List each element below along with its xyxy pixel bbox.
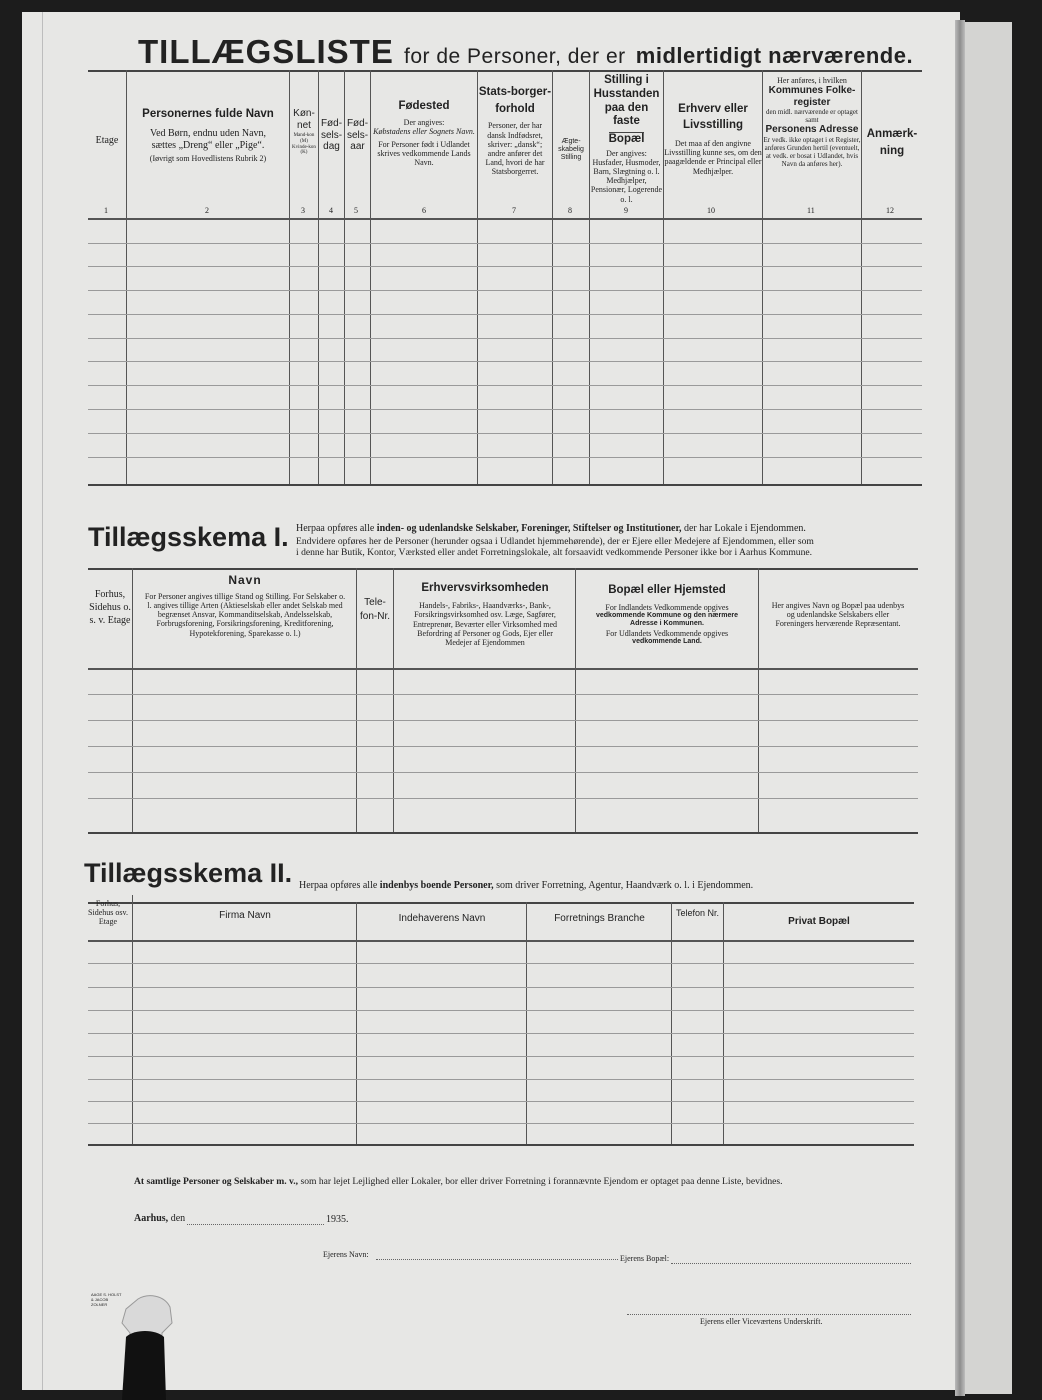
col-register-title2: Personens Adresse: [765, 124, 859, 136]
skema1-col-name-sub: For Personer angives tillige Stand og Stilling. For Selskaber o. l. angives tillige Arten (Aktieselskab eller andet Selskab med begrænset Ansvar, Kommanditselskab, Andelsselskab, Forbrugsforening, Forsikringsforening, Kreditforening, Hypotekforening, Sparekasse o. l.): [144, 591, 346, 638]
footer-statement: [134, 1176, 783, 1187]
title-bold: midlertidigt nærværende.: [635, 43, 914, 68]
col-citizenship-header: [478, 84, 552, 176]
col-etage-header: Etage: [95, 135, 119, 146]
skema2-col-phone: Telefon Nr.: [675, 908, 720, 918]
skema2-text-a: Herpaa opføres alle: [299, 880, 378, 891]
skema2-text-b: indenbys boende Personer,: [379, 880, 494, 891]
col-number: 6: [422, 206, 426, 215]
col-birthplace-header: [372, 100, 476, 167]
footer-place-line: [134, 1213, 185, 1224]
owner-name-field[interactable]: [376, 1259, 618, 1260]
skema2-col-branch: Forretnings Branche: [554, 913, 645, 924]
skema2-intro: [299, 880, 753, 893]
skema1-col-residence-sub3: For Udlandets Vedkommende opgives: [605, 628, 729, 638]
left-margin: [22, 12, 43, 1390]
col-register-sub0: den midl. nærværende er optaget samt: [766, 108, 858, 125]
col-number: 10: [707, 206, 715, 215]
col-birthday-header: Fød-sels-dag: [320, 118, 343, 152]
skema1-col-residence: [577, 584, 757, 646]
col-marital-header: Ægte-skabelig Stilling: [558, 138, 584, 162]
page-fold: [955, 20, 965, 1396]
footer-statement-b: som har lejet Lejlighed eller Lokaler, bor eller driver Forretning i forannævnte Ejendom er optaget paa denne Liste, bevidnes.: [300, 1176, 783, 1187]
col-name-sub1: Ved Børn, endnu uden Navn,: [149, 128, 267, 140]
skema1-col-business-title: Erhvervsvirksomheden: [421, 582, 549, 594]
col-household-sub1: Der angives: Husfader, Husmoder, Barn, Slægtning o. l. Medhjælper, Pensionær, Logerende o. l.: [590, 148, 663, 204]
skema2-col-etage: Forhus, Sidehus osv. Etage: [88, 899, 128, 927]
col-sex-header: [290, 108, 318, 156]
owner-address-label: Ejerens Bopæl:: [620, 1254, 670, 1263]
skema1-text3: i denne har Butik, Kontor, Værksted eller andet Forretningslokale, alt forsaavidt vedkommende Personer ikke bor i Aarhus Kommune.: [296, 547, 813, 559]
binding-clip: [112, 1293, 184, 1400]
page-title: [138, 33, 913, 71]
skema2-text-c: som driver Forretning, Agentur, Haandværk o. l. i Ejendommen.: [496, 880, 754, 891]
col-name-sub2: sættes „Dreng“ eller „Pige“.: [151, 139, 265, 151]
col-occupation-title: Erhverv eller Livsstilling: [678, 103, 748, 131]
col-number: 12: [886, 206, 894, 215]
col-birthplace-title: Fødested: [398, 100, 450, 112]
col-remarks-header: Anmærk-ning: [866, 128, 918, 158]
col-citizenship-title: Stats-borger-forhold: [478, 86, 552, 115]
skema1-title: Tillægsskema I.: [88, 522, 289, 552]
col-household-title: Stilling i Husstanden paa den faste: [593, 74, 660, 128]
col-number: 4: [329, 206, 333, 215]
signature-field[interactable]: [627, 1314, 911, 1315]
col-name-title: Personernes fulde Navn: [142, 108, 274, 120]
printer-mark: AAGE S. HOLST & JACOB ZOLNER: [91, 1292, 122, 1307]
skema1-col-residence-sub1: For Indlandets Vedkommende opgives: [605, 603, 729, 613]
col-citizenship-sub1: Personer, der har dansk Indfødsret, skriver: „dansk“; andre anfører det Land, hvori de har Statsborgerret.: [485, 121, 545, 177]
skema2-col-firm: Firma Navn: [219, 910, 271, 921]
date-field[interactable]: [187, 1224, 324, 1225]
col-occupation-header: [664, 102, 762, 176]
col-register-header: [763, 76, 861, 168]
col-number: 5: [354, 206, 358, 215]
title-main: TILLÆGSLISTE: [138, 33, 394, 70]
skema2-col-private: Privat Bopæl: [788, 916, 850, 927]
col-birthplace-sub2: Købstadens eller Sognets Navn.: [373, 127, 475, 137]
owner-name-label: Ejerens Navn:: [323, 1250, 369, 1259]
col-sex-sub2: Kvinde-kon (K): [292, 144, 316, 156]
skema1-text1b: inden- og udenlandske Selskaber, Foreninger, Stiftelser og Institutioner,: [376, 523, 682, 534]
skema1-col-business-sub: Handels-, Fabriks-, Haandværks-, Bank-, Forsikringsvirksomhed osv. Læge, Sagfører, Entreprenør, Beværter eller Virksomhed med Befordring af Personer og Gods, Ejer eller Medejer af Ejendommen: [412, 601, 558, 647]
skema1-text1c: der har Lokale i Ejendommen.: [683, 523, 806, 534]
skema1-col-business: [395, 582, 575, 647]
footer-year: 1935.: [326, 1214, 349, 1225]
signature-label: Ejerens eller Viceværtens Underskrift.: [700, 1317, 823, 1326]
col-birthplace-sub3: For Personer født i Udlandet skrives vedkommende Lands Navn.: [377, 139, 471, 167]
owner-address-field[interactable]: [671, 1263, 911, 1264]
col-birthplace-sub1: Der angives:: [403, 118, 445, 128]
col-register-title: Kommunes Folke-register: [768, 85, 856, 108]
col-household-title2: Bopæl: [608, 133, 645, 146]
skema1-text1a: Herpaa opføres alle: [296, 523, 375, 534]
col-number: 9: [624, 206, 628, 215]
skema1-col-residence-sub4: vedkommende Land.: [632, 637, 702, 645]
col-sex-title: Køn-net: [293, 108, 315, 131]
col-register-sub1: Er vedk. ikke optaget i et Register, anføres Grunden hertil (eventuelt, at vedk. er bosat i Udlandet, hvis Navn da anføres her).: [763, 135, 861, 168]
col-number: 2: [205, 206, 209, 215]
skema1-intro: [296, 523, 922, 559]
col-sex-sub1: Mand-kon (M): [293, 133, 315, 144]
col-name-sub3: (Iøvrigt som Hovedlistens Rubrik 2): [149, 154, 267, 164]
col-birthyear-header: Fød-sels-aar: [346, 118, 369, 152]
skema1-text2: Endvidere opføres her de Personer (herunder ogsaa i Udlandet hjemmehørende), der er Ejere eller Medejere af Ejendommen, eller som: [296, 535, 814, 547]
footer-den: den: [170, 1213, 186, 1224]
col-register-head0: Her anføres, i hvilken: [777, 76, 847, 85]
col-household-header: [590, 74, 663, 204]
skema1-col-residence-sub2: vedkommende Kommune og den nærmere Adresse i Kommunen.: [596, 612, 738, 628]
col-occupation-sub1: Det maa af den angivne Livsstilling kunne ses, om den paagældende er Principal eller Medhjælper.: [664, 139, 762, 176]
skema1-col-name-title: Navn: [228, 573, 262, 587]
title-mid: for de Personer, der er: [404, 45, 626, 68]
footer-statement-a: At samtlige Personer og Selskaber m. v.,: [134, 1176, 299, 1187]
col-number: 1: [104, 206, 108, 215]
skema1-col-name: [134, 574, 356, 638]
col-name-header: [128, 108, 288, 163]
col-number: 11: [807, 206, 815, 215]
next-page-edge: [960, 22, 1012, 1394]
skema2-col-owner: Indehaverens Navn: [398, 913, 486, 924]
skema1-col-residence-title: Bopæl eller Hjemsted: [608, 584, 726, 596]
col-number: 8: [568, 206, 572, 215]
skema1-col-etage: Forhus, Sidehus o. s. v. Etage: [89, 589, 131, 626]
skema1-col-representative: Her angives Navn og Bopæl paa udenbys og udenlandske Selskabers eller Foreningers herværende Repræsentant.: [771, 601, 905, 629]
skema2-title: Tillægsskema II.: [84, 858, 293, 888]
col-number: 7: [512, 206, 516, 215]
col-number: 3: [301, 206, 305, 215]
skema1-col-phone: Tele-fon-Nr.: [359, 597, 390, 622]
footer-place: Aarhus,: [134, 1213, 169, 1224]
